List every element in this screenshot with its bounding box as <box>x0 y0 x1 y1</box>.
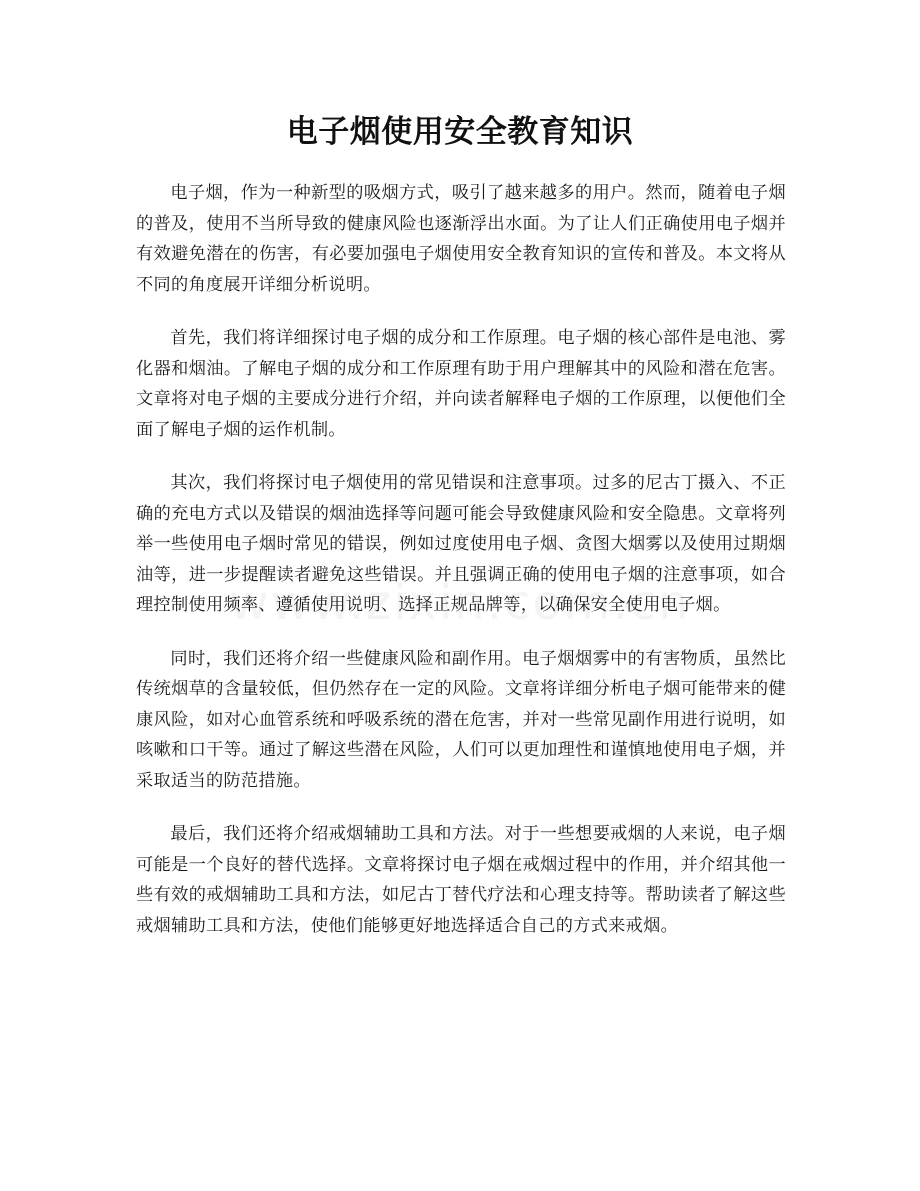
paragraph-intro: 电子烟，作为一种新型的吸烟方式，吸引了越来越多的用户。然而，随着电子烟的普及，使用不当所导致的健康风险也逐渐浮出水面。为了让人们正确使用电子烟并有效避免潜在的伤害，有必要加强电子烟使用安全教育知识的宣传和普及。本文将从不同的角度展开详细分析说明。 <box>136 183 786 295</box>
paragraph-composition: 首先，我们将详细探讨电子烟的成分和工作原理。电子烟的核心部件是电池、雾化器和烟油。了解电子烟的成分和工作原理有助于用户理解其中的风险和潜在危害。文章将对电子烟的主要成分进行介绍，并向读者解释电子烟的工作原理，以便他们全面了解电子烟的运作机制。 <box>136 328 786 440</box>
document-body <box>136 178 786 964</box>
paragraph-quit-smoking: 最后，我们还将介绍戒烟辅助工具和方法。对于一些想要戒烟的人来说，电子烟可能是一个良好的替代选择。文章将探讨电子烟在戒烟过程中的作用，并介绍其他一些有效的戒烟辅助工具和方法，如尼古丁替代疗法和心理支持等。帮助读者了解这些戒烟辅助工具和方法，使他们能够更好地选择适合自己的方式来戒烟。 <box>136 824 786 936</box>
document-title: 电子烟使用安全教育知识 <box>286 114 634 150</box>
paragraph-common-mistakes: 其次，我们将探讨电子烟使用的常见错误和注意事项。过多的尼古丁摄入、不正确的充电方式以及错误的烟油选择等问题可能会导致健康风险和安全隐患。文章将列举一些使用电子烟时常见的错误，例如过度使用电子烟、贪图大烟雾以及使用过期烟油等，进一步提醒读者避免这些错误。并且强调正确的使用电子烟的注意事项，如合理控制使用频率、遵循使用说明、选择正规品牌等，以确保安全使用电子烟。 <box>136 473 786 615</box>
paragraph-health-risks: 同时，我们还将介绍一些健康风险和副作用。电子烟烟雾中的有害物质，虽然比传统烟草的含量较低，但仍然存在一定的风险。文章将详细分析电子烟可能带来的健康风险，如对心血管系统和呼吸系统的潜在危害，并对一些常见副作用进行说明，如咳嗽和口干等。通过了解这些潜在风险，人们可以更加理性和谨慎地使用电子烟，并采取适当的防范措施。 <box>136 648 786 791</box>
